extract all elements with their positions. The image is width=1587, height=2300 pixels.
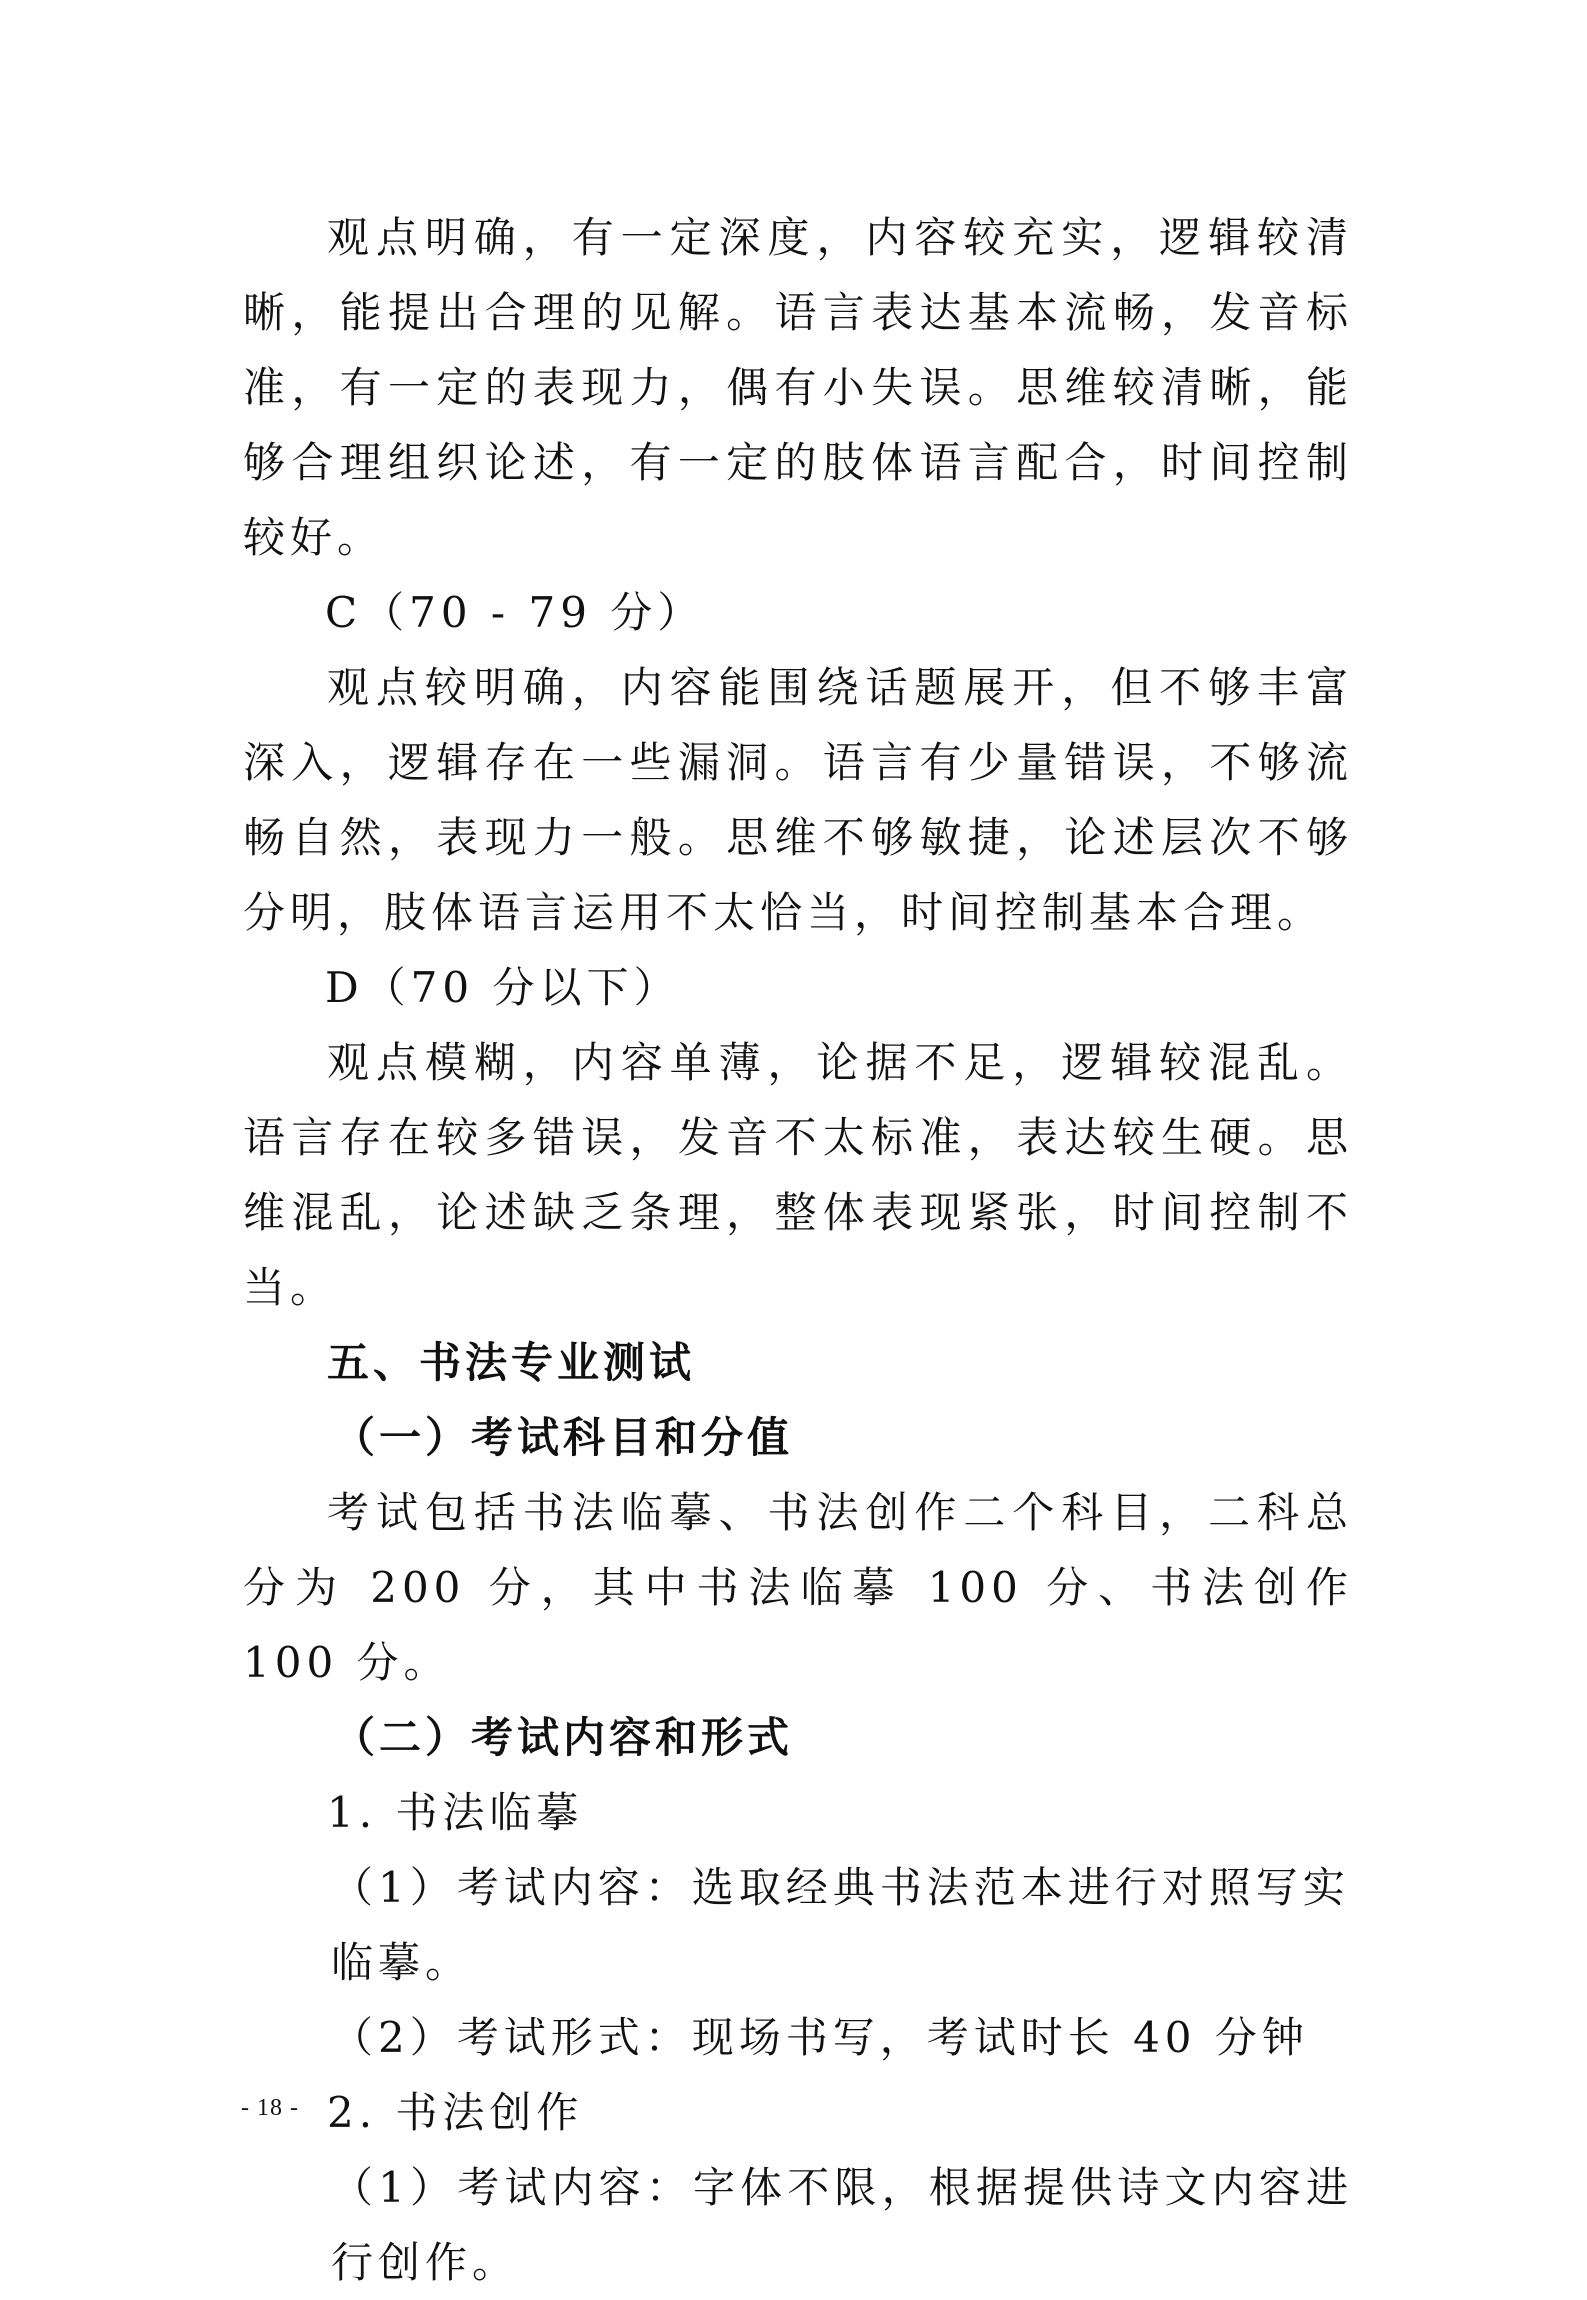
grade-b-description: 观点明确，有一定深度，内容较充实，逻辑较清晰，能提出合理的见解。语言表达基本流畅，发音标准，有一定的表现力，偶有小失误。思维较清晰，能够合理组织论述，有一定的肢体语言配合，时间控制较好。 bbox=[243, 213, 1353, 562]
page-number: - 18 - bbox=[241, 2095, 299, 2121]
grade-d-label: D（70 分以下） bbox=[325, 963, 681, 1012]
item-creation-content: （1）考试内容：字体不限，根据提供诗文内容进行创作。 bbox=[331, 2163, 1353, 2287]
section-heading-calligraphy: 五、书法专业测试 bbox=[327, 1338, 696, 1387]
item-copying-form: （2）考试形式：现场书写，考试时长 40 分钟 bbox=[331, 2013, 1309, 2062]
document-body bbox=[243, 200, 1353, 2300]
item-copying-title: 1. 书法临摹 bbox=[327, 1788, 584, 1837]
subjects-paragraph: 考试包括书法临摹、书法创作二个科目，二科总分为 200 分，其中书法临摹 100 分、书法创作 100 分。 bbox=[243, 1488, 1353, 1687]
grade-c-label: C（70 - 79 分） bbox=[325, 588, 705, 637]
subsection-heading-subjects: （一）考试科目和分值 bbox=[333, 1413, 794, 1462]
grade-d-description: 观点模糊，内容单薄，论据不足，逻辑较混乱。语言存在较多错误，发音不太标准，表达较生硬。思维混乱，论述缺乏条理，整体表现紧张，时间控制不当。 bbox=[243, 1038, 1353, 1312]
item-copying-content: （1）考试内容：选取经典书法范本进行对照写实临摹。 bbox=[331, 1863, 1350, 1987]
item-creation-title: 2. 书法创作 bbox=[327, 2088, 584, 2137]
grade-c-description: 观点较明确，内容能围绕话题展开，但不够丰富深入，逻辑存在一些漏洞。语言有少量错误，不够流畅自然，表现力一般。思维不够敏捷，论述层次不够分明，肢体语言运用不太恰当，时间控制基本合理。 bbox=[243, 663, 1353, 937]
subsection-heading-content: （二）考试内容和形式 bbox=[333, 1713, 794, 1762]
